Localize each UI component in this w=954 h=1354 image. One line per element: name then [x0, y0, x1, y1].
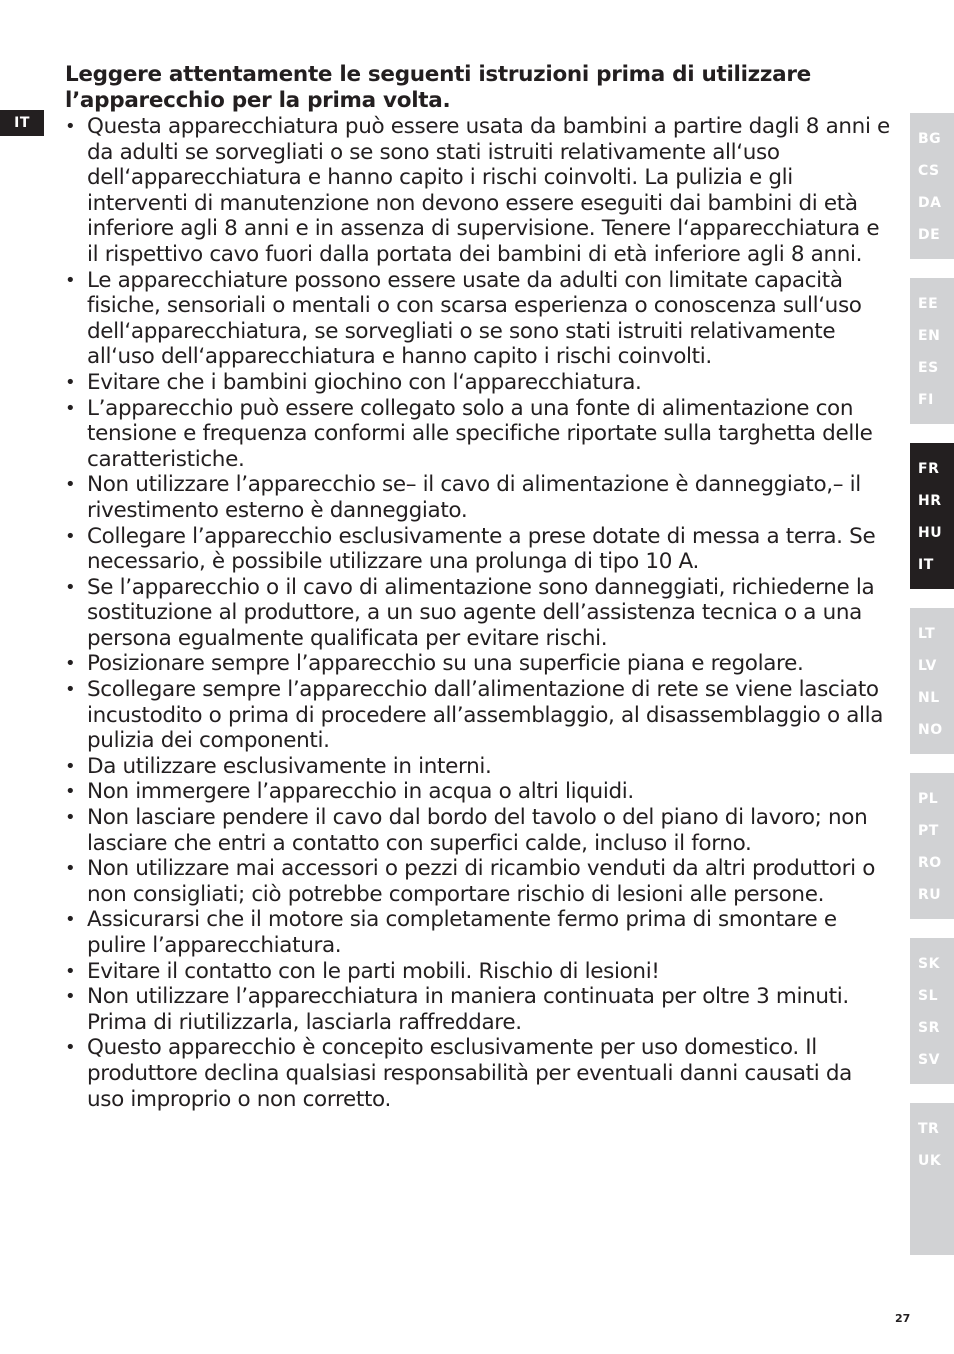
safety-bullet-item	[65, 472, 890, 523]
bullet-mark: •	[65, 474, 76, 496]
bullet-mark: •	[65, 371, 76, 393]
language-sidebar	[910, 113, 954, 1274]
language-code: EE	[918, 296, 939, 312]
language-code: FR	[918, 461, 940, 477]
language-code: RO	[918, 855, 942, 871]
safety-bullet-item	[65, 651, 890, 677]
safety-bullet-item	[65, 959, 890, 985]
bullet-text: Posizionare sempre l’apparecchio su una superficie piana e regolare.	[87, 651, 804, 677]
language-code: PT	[918, 823, 939, 839]
language-group	[910, 1103, 954, 1255]
safety-bullet-item	[65, 805, 890, 856]
language-group	[910, 608, 954, 754]
bullet-mark: •	[65, 576, 76, 598]
bullet-text: Non utilizzare l’apparecchio se– il cavo di alimentazione è danneggiato,– il rivestimento esterno è danneggiato.	[87, 472, 861, 523]
language-code: BG	[918, 131, 942, 147]
language-code: EN	[918, 328, 941, 344]
bullet-text: Non immergere l’apparecchio in acqua o altri liquidi.	[87, 779, 634, 805]
language-group	[910, 938, 954, 1084]
language-code: LV	[918, 658, 937, 674]
safety-bullet-item	[65, 268, 890, 370]
bullet-mark: •	[65, 858, 76, 880]
bullet-text: L’apparecchio può essere collegato solo a una fonte di alimentazione con tensione e frequenza conformi alle specifiche riportate sulla targhetta delle caratteristiche.	[87, 395, 873, 472]
safety-bullet-item	[65, 779, 890, 805]
bullet-mark: •	[65, 679, 76, 701]
safety-bullet-item	[65, 677, 890, 754]
language-code: TR	[918, 1121, 940, 1137]
language-group	[910, 443, 954, 589]
language-code: RU	[918, 887, 942, 903]
safety-bullet-item	[65, 524, 890, 575]
bullet-text: Assicurarsi che il motore sia completamente fermo prima di smontare e pulire l’apparecchiatura.	[87, 907, 837, 958]
bullet-mark: •	[65, 1037, 76, 1059]
bullet-text: Questo apparecchio è concepito esclusivamente per uso domestico. Il produttore declina qualsiasi responsabilità per eventuali danni causati da uso improprio o non corretto.	[87, 1035, 852, 1112]
language-code: DE	[918, 227, 941, 243]
bullet-mark: •	[65, 807, 76, 829]
bullet-text: Non utilizzare mai accessori o pezzi di ricambio venduti da altri produttori o non consigliati; ciò potrebbe comportare rischio di lesioni alle persone.	[87, 856, 876, 907]
bullet-text: Scollegare sempre l’apparecchio dall’alimentazione di rete se viene lasciato incustodito o prima di procedere all’assemblaggio, al disassemblaggio o alla pulizia dei componenti.	[87, 677, 884, 754]
safety-bullet-item	[65, 856, 890, 907]
page-heading: Leggere attentamente le seguenti istruzioni prima di utilizzare l’apparecchio per la prima volta.	[65, 62, 811, 113]
safety-bullet-item	[65, 575, 890, 652]
bullet-text: Da utilizzare esclusivamente in interni.	[87, 753, 492, 779]
bullet-text: Collegare l’apparecchio esclusivamente a prese dotate di messa a terra. Se necessario, è possibile utilizzare una prolunga di tipo 10 A.	[87, 523, 876, 575]
page-number: 27	[895, 1312, 911, 1325]
language-code: SL	[918, 988, 939, 1004]
bullet-text: Non lasciare pendere il cavo dal bordo del tavolo o del piano di lavoro; non lasciare che entri a contatto con superfici calde, incluso il forno.	[87, 805, 868, 856]
bullet-mark: •	[65, 755, 76, 777]
language-code: SV	[918, 1052, 940, 1068]
instructions-content	[65, 62, 890, 1112]
bullet-mark: •	[65, 269, 76, 291]
bullet-mark: •	[65, 116, 76, 137]
language-code: FI	[918, 392, 934, 408]
language-group	[910, 773, 954, 919]
safety-bullet-item	[65, 396, 890, 473]
bullet-mark: •	[65, 909, 76, 931]
bullet-mark: •	[65, 397, 76, 419]
language-code: NO	[918, 722, 943, 738]
safety-bullet-item	[65, 1035, 890, 1112]
safety-bullet-item	[65, 370, 890, 396]
bullet-mark: •	[65, 781, 76, 803]
bullet-mark: •	[65, 986, 76, 1008]
safety-bullet-item	[65, 114, 890, 268]
bullet-text: Evitare il contatto con le parti mobili. Rischio di lesioni!	[87, 958, 660, 984]
bullet-mark: •	[65, 653, 76, 675]
language-code: UK	[918, 1153, 942, 1169]
safety-bullet-item	[65, 754, 890, 780]
bullet-mark: •	[65, 525, 76, 547]
language-code: ES	[918, 360, 939, 376]
safety-bullet-item	[65, 984, 890, 1035]
bullet-text: Non utilizzare l’apparecchiatura in maniera continuata per oltre 3 minuti. Prima di riutilizzarla, lasciarla raffreddare.	[87, 984, 849, 1035]
bullet-text: Evitare che i bambini giochino con l‘apparecchiatura.	[87, 369, 642, 395]
bullet-text: Le apparecchiature possono essere usate da adulti con limitate capacità fisiche, sensoriali o mentali o con scarsa esperienza o conoscenza sull‘uso dell‘apparecchiatura, se sorvegliati o se sono stati istruiti relativamente all‘uso dell‘apparecchiatura e hanno capito i rischi coinvolti.	[87, 267, 862, 370]
language-code: CS	[918, 163, 940, 179]
language-code: DA	[918, 195, 942, 211]
language-code: PL	[918, 791, 939, 807]
bullet-text: Se l’apparecchio o il cavo di alimentazione sono danneggiati, richiederne la sostituzione al produttore, a un suo agente dell’assistenza tecnica o a una persona egualmente qualificata per evitare rischi.	[87, 574, 875, 651]
language-group	[910, 278, 954, 424]
language-code: NL	[918, 690, 940, 706]
language-code: LT	[918, 626, 936, 642]
language-code: SR	[918, 1020, 940, 1036]
language-code: HR	[918, 493, 942, 509]
safety-bullet-item	[65, 907, 890, 958]
current-language-tag: IT	[0, 110, 44, 136]
language-code: HU	[918, 525, 943, 541]
safety-bullet-list	[65, 114, 890, 1112]
bullet-text: Questa apparecchiatura può essere usata da bambini a partire dagli 8 anni e da adulti se sorvegliati o se sono stati istruiti relativamente all‘uso dell‘apparecchiatura e hanno capito i rischi coinvolti. La pulizia e gli interventi di manutenzione non devono essere eseguiti dai bambini di età inferiore agli 8 anni e in assenza di supervisione. Tenere l‘apparecchiatura e il rispettivo cavo fuori dalla portata dei bambini di età inferiore agli 8 anni.	[87, 114, 890, 267]
language-code: SK	[918, 956, 940, 972]
language-group	[910, 113, 954, 259]
bullet-mark: •	[65, 960, 76, 982]
language-code: IT	[918, 557, 934, 573]
